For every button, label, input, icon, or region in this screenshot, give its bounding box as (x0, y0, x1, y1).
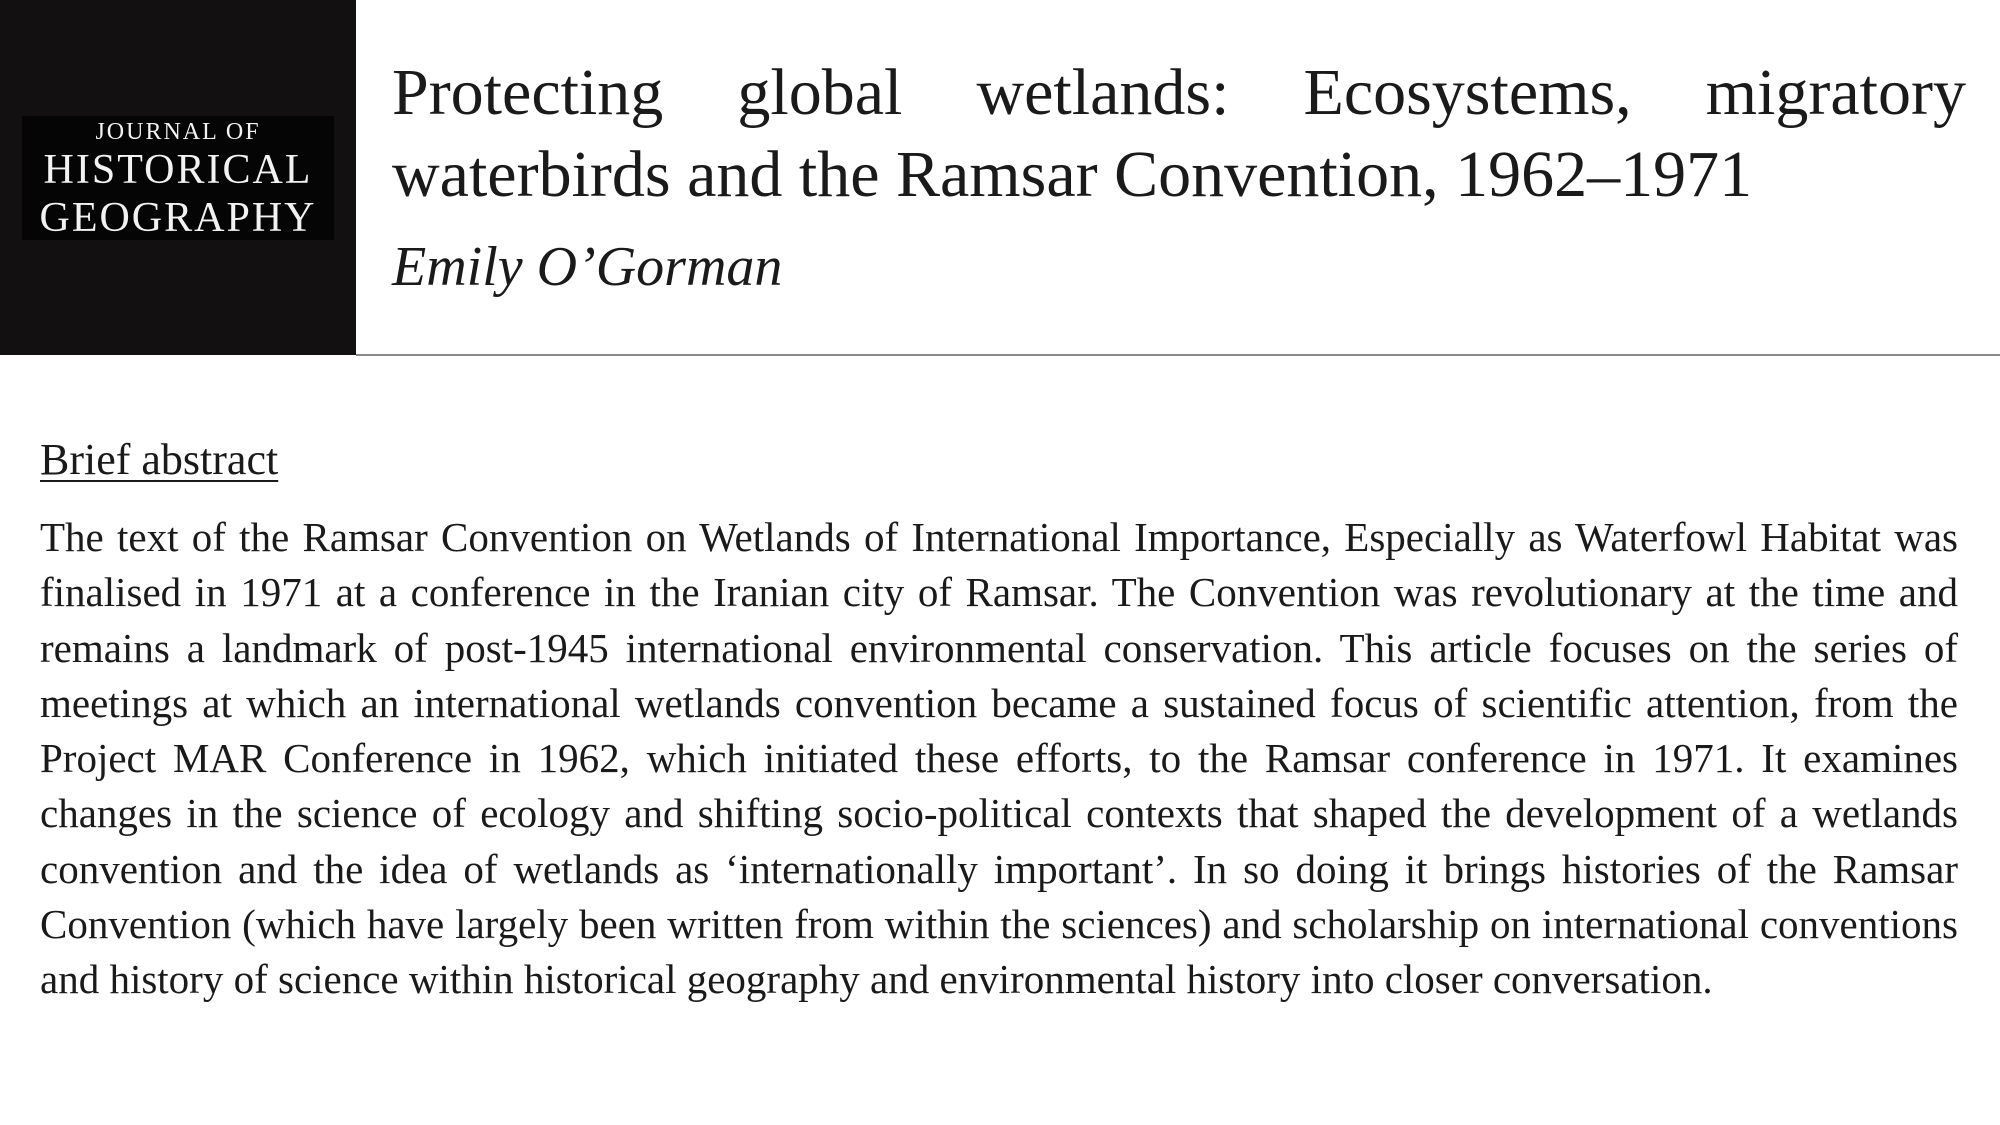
abstract-text: The text of the Ramsar Convention on Wetlands of International Importance, Especially as Waterfowl Habitat was finalised in 1971 at a conference in the Iranian city of Ramsar. The Convention was revolutionary at the time and remains a landmark of post-1945 international environmental conservation. This article focuses on the series of meetings at which an international wetlands convention became a sustained focus of scientific attention, from the Project MAR Conference in 1962, which initiated these efforts, to the Ramsar conference in 1971. It examines changes in the science of ecology and shifting socio-political contexts that shaped the development of a wetlands convention and the idea of wetlands as ‘internationally important’. In so doing it brings histories of the Ramsar Convention (which have largely been written from within the sciences) and scholarship on international conventions and history of science within historical geography and environmental history into closer conversation. (40, 514, 1958, 1003)
article-author: Emily O’Gorman (392, 236, 783, 298)
journal-logo-line-1: JOURNAL OF (95, 119, 261, 145)
abstract-heading: Brief abstract (40, 435, 279, 484)
journal-logo-line-2: HISTORICAL (43, 147, 313, 193)
header-divider (356, 354, 2000, 356)
journal-logo-line-3: GEOGRAPHY (39, 195, 317, 241)
journal-logo-block (0, 0, 356, 355)
article-title: Protecting global wetlands: Ecosystems, migratory waterbirds and the Ramsar Convention, 1962–1971 (392, 56, 1966, 211)
journal-logo (22, 116, 334, 240)
